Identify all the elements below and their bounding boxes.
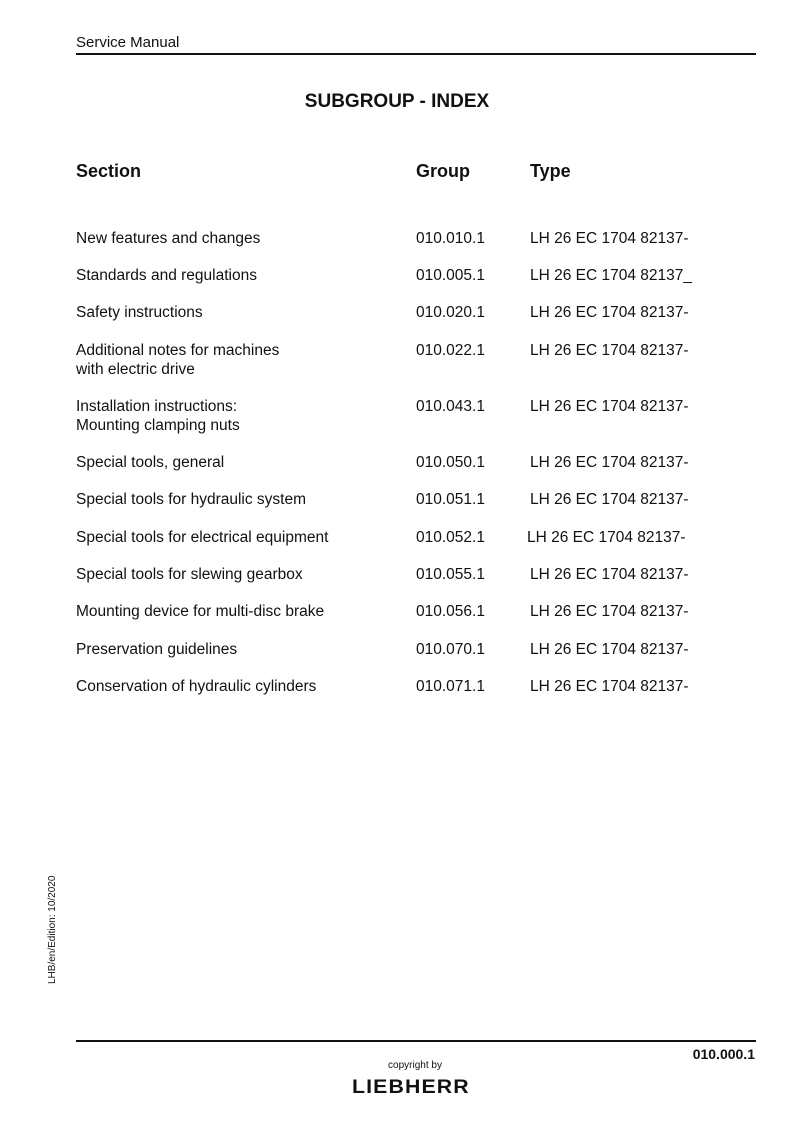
group-cell: 010.056.1	[416, 603, 485, 620]
page-title: SUBGROUP - INDEX	[304, 91, 490, 112]
footer-rule	[76, 1040, 756, 1042]
group-cell: 010.070.1	[416, 641, 485, 658]
section-cell: Special tools for hydraulic system	[76, 491, 307, 508]
page-number: 010.000.1	[692, 1046, 755, 1062]
section-cell: Standards and regulations	[76, 267, 257, 284]
group-cell: 010.051.1	[416, 491, 485, 508]
section-cell: Preservation guidelines	[76, 641, 238, 658]
section-cell: New features and changes	[76, 230, 261, 247]
section-cell: Mounting device for multi-disc brake	[76, 603, 325, 620]
liebherr-logo: LIEBHERR	[352, 1077, 470, 1098]
section-cell: Special tools, general	[76, 454, 225, 471]
group-cell: 010.020.1	[416, 304, 485, 321]
type-cell: LH 26 EC 1704 82137-	[530, 641, 689, 658]
group-cell: 010.071.1	[416, 678, 485, 695]
section-cell: Special tools for electrical equipment	[76, 529, 329, 546]
section-cell: Safety instructions	[76, 304, 203, 321]
section-cell: Conservation of hydraulic cylinders	[76, 678, 317, 695]
group-cell: 010.050.1	[416, 454, 485, 471]
section-cell: Additional notes for machines with electric drive	[76, 342, 280, 378]
header-title: Service Manual	[76, 34, 180, 51]
type-cell: LH 26 EC 1704 82137-	[530, 454, 689, 471]
type-cell: LH 26 EC 1704 82137-	[530, 678, 689, 695]
group-cell: 010.010.1	[416, 230, 485, 247]
section-cell: Installation instructions: Mounting clamping nuts	[76, 398, 240, 434]
type-cell: LH 26 EC 1704 82137-	[530, 491, 689, 508]
type-cell: LH 26 EC 1704 82137_	[530, 267, 693, 284]
group-cell: 010.022.1	[416, 342, 485, 359]
column-header-group: Group	[416, 161, 470, 181]
header-rule	[76, 53, 756, 55]
section-cell: Special tools for slewing gearbox	[76, 566, 303, 583]
type-cell: LH 26 EC 1704 82137-	[530, 230, 689, 247]
type-cell: LH 26 EC 1704 82137-	[530, 342, 689, 359]
column-header-section: Section	[76, 161, 142, 181]
type-cell: LH 26 EC 1704 82137-	[530, 398, 689, 415]
type-cell: LH 26 EC 1704 82137-	[530, 566, 689, 583]
column-header-type: Type	[530, 161, 571, 181]
type-cell: LH 26 EC 1704 82137-	[527, 529, 686, 546]
group-cell: 010.005.1	[416, 267, 485, 284]
edition-note: LHB/en/Edition: 10/2020	[47, 875, 58, 984]
group-cell: 010.043.1	[416, 398, 485, 415]
group-cell: 010.052.1	[416, 529, 485, 546]
copyright-text: copyright by	[388, 1060, 442, 1071]
group-cell: 010.055.1	[416, 566, 485, 583]
type-cell: LH 26 EC 1704 82137-	[530, 603, 689, 620]
type-cell: LH 26 EC 1704 82137-	[530, 304, 689, 321]
